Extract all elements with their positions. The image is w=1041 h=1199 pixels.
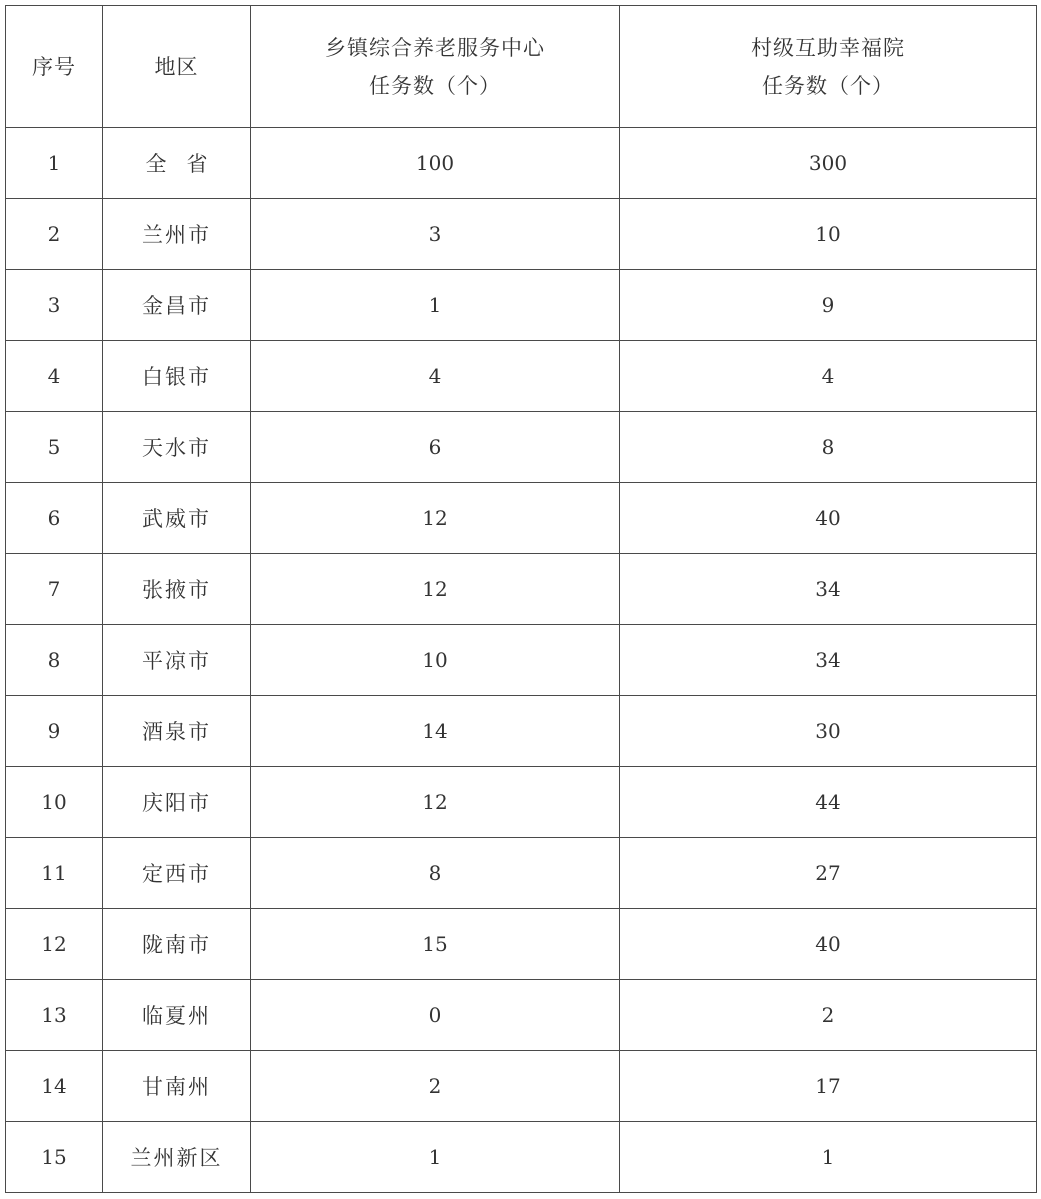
row-region-cell: 临夏州 (103, 980, 251, 1051)
row-township-center-cell: 12 (251, 554, 620, 625)
row-index-cell: 11 (6, 838, 103, 909)
header-township-center (251, 6, 620, 128)
row-index-cell: 8 (6, 625, 103, 696)
row-village-home-cell: 30 (620, 696, 1037, 767)
row-index-cell: 15 (6, 1122, 103, 1193)
row-index-cell: 13 (6, 980, 103, 1051)
row-village-home-cell: 27 (620, 838, 1037, 909)
table-row (6, 270, 1037, 341)
table-row (6, 199, 1037, 270)
row-village-home-cell: 300 (620, 128, 1037, 199)
row-township-center-cell: 6 (251, 412, 620, 483)
row-village-home-cell: 40 (620, 909, 1037, 980)
header-row (6, 6, 1037, 128)
header-index: 序号 (6, 6, 103, 128)
row-village-home-cell: 17 (620, 1051, 1037, 1122)
table-row (6, 483, 1037, 554)
row-index-cell: 2 (6, 199, 103, 270)
table-row (6, 696, 1037, 767)
row-index-cell: 5 (6, 412, 103, 483)
row-index-cell: 14 (6, 1051, 103, 1122)
table-row (6, 554, 1037, 625)
row-township-center-cell: 8 (251, 838, 620, 909)
row-township-center-cell: 1 (251, 270, 620, 341)
row-index-cell: 10 (6, 767, 103, 838)
table-row (6, 909, 1037, 980)
row-index-cell: 7 (6, 554, 103, 625)
header-region: 地区 (103, 6, 251, 128)
row-village-home-cell: 10 (620, 199, 1037, 270)
table-row (6, 1051, 1037, 1122)
table-body (6, 128, 1037, 1193)
row-village-home-cell: 4 (620, 341, 1037, 412)
row-township-center-cell: 2 (251, 1051, 620, 1122)
table-row (6, 412, 1037, 483)
table-row (6, 838, 1037, 909)
row-township-center-cell: 12 (251, 483, 620, 554)
row-village-home-cell: 9 (620, 270, 1037, 341)
row-region-cell: 天水市 (103, 412, 251, 483)
row-township-center-cell: 12 (251, 767, 620, 838)
row-village-home-cell: 2 (620, 980, 1037, 1051)
row-region-cell: 甘南州 (103, 1051, 251, 1122)
table-row (6, 1122, 1037, 1193)
row-village-home-cell: 34 (620, 625, 1037, 696)
row-region-cell: 兰州新区 (103, 1122, 251, 1193)
header-village-home-line2: 任务数（个） (762, 73, 894, 98)
row-region-cell: 白银市 (103, 341, 251, 412)
row-region-cell: 平凉市 (103, 625, 251, 696)
row-village-home-cell: 8 (620, 412, 1037, 483)
row-region-cell: 酒泉市 (103, 696, 251, 767)
row-index-cell: 12 (6, 909, 103, 980)
header-village-home-line1: 村级互助幸福院 (751, 35, 905, 60)
row-township-center-cell: 100 (251, 128, 620, 199)
row-region-cell: 张掖市 (103, 554, 251, 625)
row-region-cell: 兰州市 (103, 199, 251, 270)
row-village-home-cell: 40 (620, 483, 1037, 554)
row-township-center-cell: 15 (251, 909, 620, 980)
row-region-cell: 武威市 (103, 483, 251, 554)
row-township-center-cell: 0 (251, 980, 620, 1051)
task-allocation-table (5, 5, 1037, 1193)
row-village-home-cell: 1 (620, 1122, 1037, 1193)
row-township-center-cell: 4 (251, 341, 620, 412)
row-index-cell: 3 (6, 270, 103, 341)
row-township-center-cell: 14 (251, 696, 620, 767)
header-village-home (620, 6, 1037, 128)
table-row (6, 980, 1037, 1051)
row-township-center-cell: 1 (251, 1122, 620, 1193)
row-index-cell: 9 (6, 696, 103, 767)
table-row (6, 341, 1037, 412)
row-township-center-cell: 3 (251, 199, 620, 270)
table-row (6, 128, 1037, 199)
row-region-cell: 定西市 (103, 838, 251, 909)
header-township-center-line2: 任务数（个） (369, 73, 501, 98)
row-village-home-cell: 44 (620, 767, 1037, 838)
row-region-cell: 金昌市 (103, 270, 251, 341)
row-region-cell: 陇南市 (103, 909, 251, 980)
table-header (6, 6, 1037, 128)
table-row (6, 625, 1037, 696)
row-region-cell: 全省 (103, 128, 251, 199)
row-region-cell: 庆阳市 (103, 767, 251, 838)
row-village-home-cell: 34 (620, 554, 1037, 625)
row-index-cell: 6 (6, 483, 103, 554)
row-index-cell: 1 (6, 128, 103, 199)
table-row (6, 767, 1037, 838)
row-township-center-cell: 10 (251, 625, 620, 696)
row-index-cell: 4 (6, 341, 103, 412)
header-township-center-line1: 乡镇综合养老服务中心 (325, 35, 545, 60)
